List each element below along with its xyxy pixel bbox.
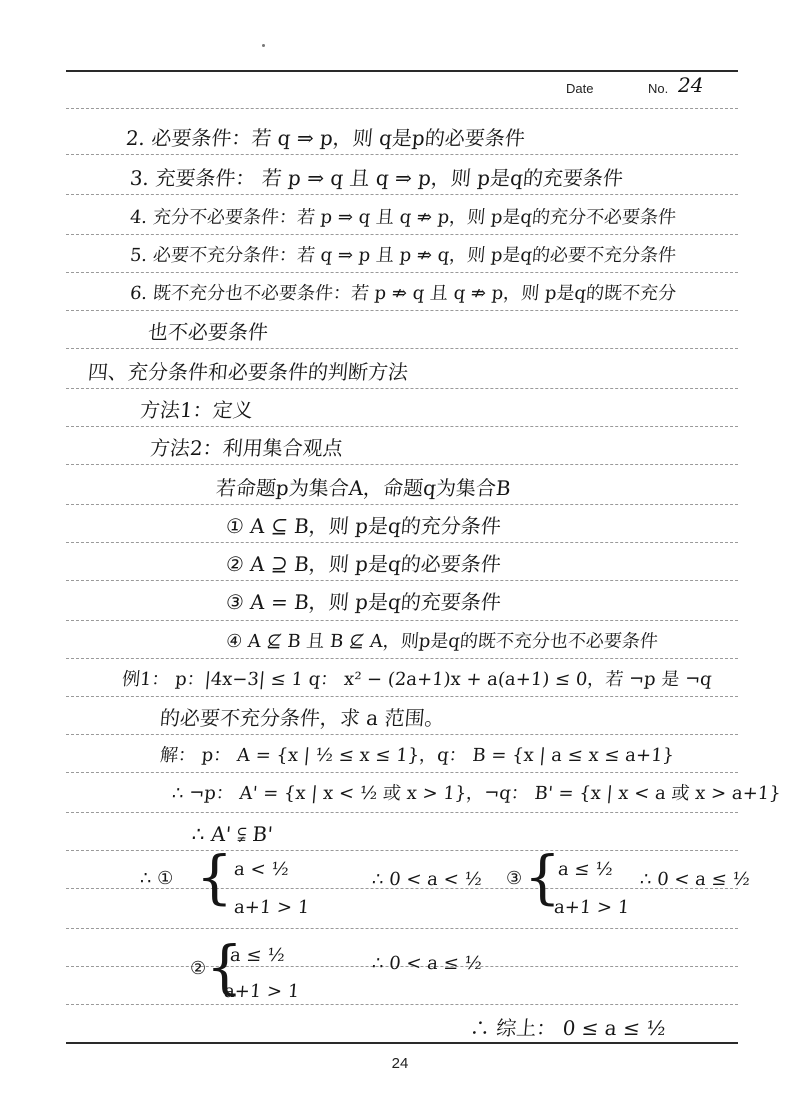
conclusion: ∴ 综上： 0 ≤ a ≤ ½: [468, 1016, 667, 1040]
ruled-line: [66, 194, 738, 195]
case1-brace: {: [196, 843, 233, 911]
note-line-method2: 方法2：利用集合观点: [148, 436, 344, 460]
note-line-method1: 方法1：定义: [138, 398, 254, 422]
ruled-line: [66, 542, 738, 543]
ruled-line: [66, 580, 738, 581]
ruled-line: [66, 696, 738, 697]
ruled-line: [66, 108, 738, 109]
ruled-line: [66, 310, 738, 311]
case1-marker: ∴ ①: [140, 868, 174, 889]
note-line-neither-subset: ④ A ⊈ B 且 B ⊈ A，则p是q的既不充分也不必要条件: [225, 631, 659, 652]
case3-brace: {: [206, 933, 243, 1001]
ruled-line: [66, 272, 738, 273]
case2-ineq2: a+1 > 1: [553, 897, 631, 918]
ruled-line: [66, 928, 738, 929]
note-line-sufficient-not-necessary: 4. 充分不必要条件：若 p ⇒ q 且 q ⇏ p，则 p是q的充分不必要条件: [129, 207, 677, 228]
note-line-equal: ③ A = B，则 p是q的充要条件: [224, 590, 502, 614]
paper-speck: [262, 44, 265, 47]
ruled-line: [66, 348, 738, 349]
page-footer-rule: [66, 1042, 738, 1044]
note-line-set-view: 若命题p为集合A，命题q为集合B: [214, 476, 512, 500]
note-line-necessary: 2. 必要条件：若 q ⇒ p，则 q是p的必要条件: [124, 126, 526, 150]
ruled-line: [66, 734, 738, 735]
case3-result: ∴ 0 < a ≤ ½: [371, 953, 483, 974]
ruled-line: [66, 1004, 738, 1005]
ruled-line: [66, 812, 738, 813]
ruled-line: [66, 388, 738, 389]
page-number: 24: [391, 1055, 409, 1072]
ruled-line: [66, 658, 738, 659]
note-line-neither-cont: 也不必要条件: [146, 320, 270, 344]
case2-brace: {: [524, 843, 561, 911]
date-label: Date: [566, 81, 594, 96]
example-statement-cont: 的必要不充分条件，求 a 范围。: [158, 706, 446, 730]
case1-result: ∴ 0 < a < ½: [371, 869, 483, 890]
page-number-handwritten: 24: [678, 73, 704, 97]
case3-marker: ②: [190, 958, 207, 979]
note-line-superset: ② A ⊇ B，则 p是q的必要条件: [224, 552, 502, 576]
note-line-necessary-not-sufficient: 5. 必要不充分条件：若 q ⇒ p 且 p ⇏ q，则 p是q的必要不充分条件: [129, 245, 677, 266]
ruled-line: [66, 850, 738, 851]
section-heading-methods: 四、充分条件和必要条件的判断方法: [86, 360, 410, 384]
ruled-line: [66, 620, 738, 621]
ruled-line: [66, 426, 738, 427]
ruled-line: [66, 504, 738, 505]
ruled-line: [66, 154, 738, 155]
note-line-subset: ① A ⊆ B，则 p是q的充分条件: [224, 514, 502, 538]
number-label: No.: [648, 81, 669, 96]
page-header: [66, 70, 738, 102]
solution-subset-relation: ∴ A' ⫋ B': [190, 822, 274, 846]
case3-ineq1: a ≤ ½: [229, 945, 286, 966]
ruled-line: [66, 772, 738, 773]
note-line-neither: 6. 既不充分也不必要条件：若 p ⇏ q 且 q ⇏ p，则 p是q的既不充分: [129, 283, 677, 304]
case2-ineq1: a ≤ ½: [557, 859, 614, 880]
example-statement: 例1： p：|4x−3| ≤ 1 q： x² − (2a+1)x + a(a+1) ≤ 0，若 ¬p 是 ¬q: [121, 669, 713, 690]
case2-result: ∴ 0 < a ≤ ½: [639, 869, 751, 890]
case3-ineq2: a+1 > 1: [223, 981, 301, 1002]
ruled-line: [66, 464, 738, 465]
solution-complements: ∴ ¬p： A' = {x | x < ½ 或 x > 1}，¬q： B' = {x | x < a 或 x > a+1}: [171, 783, 782, 804]
note-line-sufficient-necessary: 3. 充要条件： 若 p ⇒ q 且 q ⇒ p，则 p是q的充要条件: [128, 166, 625, 190]
ruled-line: [66, 234, 738, 235]
case1-ineq2: a+1 > 1: [233, 897, 311, 918]
case1-ineq1: a < ½: [233, 859, 290, 880]
solution-sets: 解： p： A = {x | ½ ≤ x ≤ 1}，q： B = {x | a ≤ x ≤ a+1}: [159, 745, 675, 766]
case2-marker: ③: [506, 868, 523, 889]
